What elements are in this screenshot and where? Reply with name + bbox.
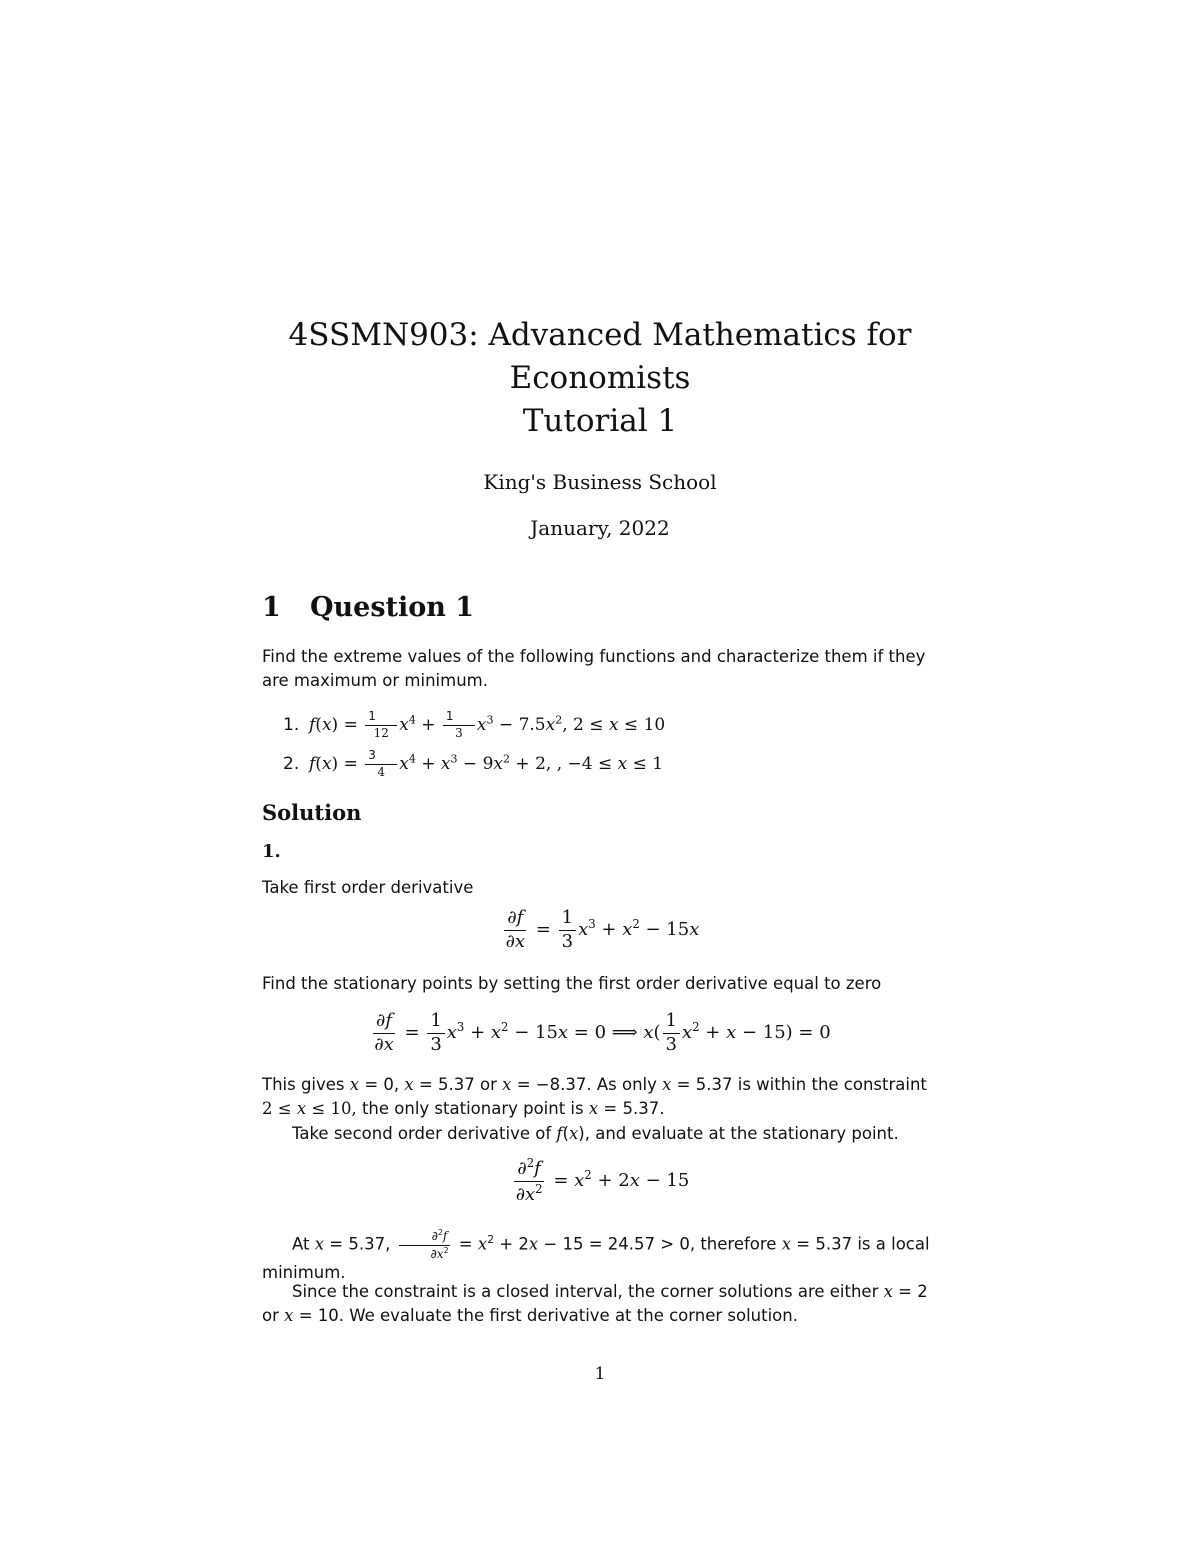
solution-paragraph: This gives x = 0, x = 5.37 or x = −8.37. As only x = 5.37 is within the constraint 2 ≤ x ≤ 10, the only stationary point is x = 5.37.	[262, 1075, 927, 1118]
section-number: 1	[262, 592, 281, 623]
title-line-3: Tutorial 1	[522, 403, 678, 439]
title-line-1: 4SSMN903: Advanced Mathematics for	[288, 317, 912, 353]
author: King's Business School	[483, 470, 717, 494]
function-1: f(x) = $\frac{1}{12}$ $x^4$ + $\frac{1}{3}$ $x^3 - 7.5x^2$, 2 ≤ x ≤ 10	[309, 709, 666, 740]
section-heading	[262, 592, 474, 623]
list-item	[283, 749, 663, 780]
solution-paragraph: Since the constraint is a closed interval, the corner solutions are either x = 2 or x = 10. We evaluate the first derivative at the corner solution.	[262, 1282, 928, 1325]
solution-paragraph: Find the stationary points by setting the first order derivative equal to zero	[262, 974, 882, 993]
title-line-2: Economists	[509, 360, 691, 396]
page-number: 1	[594, 1364, 606, 1384]
function-2: f(x) = $\frac{3}{4}$ $x^4 + x^3 - 9x^2 + 2$, , −4 ≤ x ≤ 1	[309, 748, 664, 779]
equation-first-derivative: $\frac{\partial f}{\partial x}$ = $\frac{1}{3}$ $x^3 + x^2 - 15x$	[505, 907, 700, 952]
solution-paragraph: Take second order derivative of f(x), and evaluate at the stationary point.	[292, 1124, 899, 1143]
solution-subheading: 1.	[262, 841, 281, 862]
solution-paragraph: At x = 5.37, $\frac{\partial^2f}{\partial x^2}$ = $x^2 + 2x - 15 = 24.57 > 0$, therefore x = 5.37 is a local minimum.	[262, 1227, 930, 1283]
date: January, 2022	[530, 516, 670, 540]
list-item-label: 1.	[283, 714, 300, 735]
solution-heading: Solution	[262, 800, 362, 825]
list-item-label: 2.	[283, 753, 300, 774]
list-item	[283, 710, 665, 741]
equation-second-derivative: $\frac{\partial^2f}{\partial x^2}$ = $x^2 + 2x - 15$	[515, 1156, 690, 1205]
equation-stationary: $\frac{\partial f}{\partial x}$ = $\frac{1}{3}$ $x^3 + x^2 - 15x = 0$ ⟹ x( $\frac{1}{3}$ $x^2 + x - 15) = 0$	[374, 1010, 831, 1055]
solution-paragraph: Take first order derivative	[262, 878, 474, 897]
section-title: Question 1	[310, 592, 475, 623]
question-intro: Find the extreme values of the following functions and characterize them if they are maximum or minimum.	[262, 647, 926, 690]
